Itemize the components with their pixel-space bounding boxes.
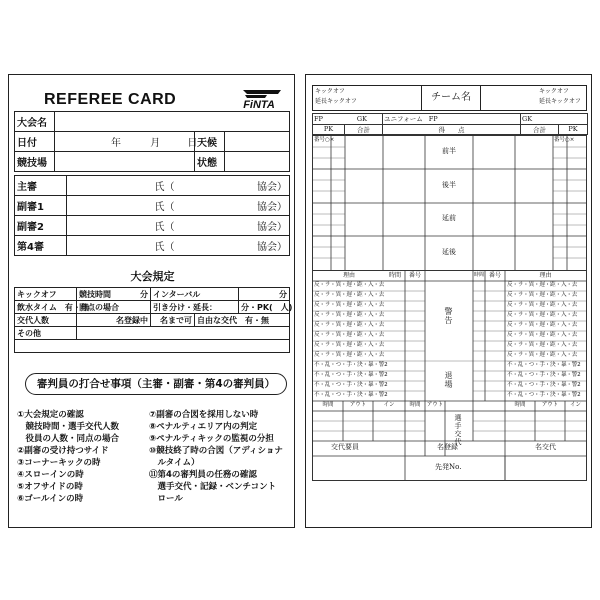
sendoff-code: 不・乱・つ・手・決・暴・警2 bbox=[507, 392, 581, 398]
sub-out-l2: アウト bbox=[426, 402, 444, 408]
up-to-field[interactable]: 名まで可 bbox=[151, 314, 195, 327]
meeting-item: ⑩競技終了時の合図（アディショナ bbox=[149, 446, 283, 456]
match-info-table bbox=[14, 111, 290, 172]
caution-code: 反・ラ・異・遅・距・入・去 bbox=[314, 282, 385, 288]
condition-label: 状態 bbox=[195, 152, 225, 172]
reason-header-right: 理由 bbox=[539, 272, 552, 279]
weather-label: 天候 bbox=[195, 132, 225, 152]
condition-field[interactable] bbox=[225, 152, 290, 172]
match-time-cell[interactable] bbox=[77, 288, 151, 301]
other-label: その他 bbox=[15, 327, 77, 340]
date-label: 日付 bbox=[15, 132, 55, 152]
team-header bbox=[312, 85, 587, 111]
sendoff-code: 不・乱・つ・手・決・暴・警2 bbox=[314, 362, 388, 368]
meeting-item: ①大会規定の確認 bbox=[17, 410, 84, 420]
fp-label-left: FP bbox=[314, 114, 323, 123]
starting-no-label: 先発No. bbox=[435, 463, 462, 471]
caution-code: 反・ラ・異・遅・距・入・去 bbox=[314, 352, 385, 358]
registered-label: 名登録 bbox=[437, 443, 458, 451]
sendoff-label: 退場 bbox=[444, 371, 453, 389]
discipline-section bbox=[312, 271, 587, 481]
sub-out-r1: アウト bbox=[541, 402, 559, 408]
ar2-name-field[interactable] bbox=[67, 216, 177, 236]
free-subs-field[interactable]: 自由な交代 有・無 bbox=[195, 314, 290, 327]
subs-count-label: 交代人数 bbox=[15, 314, 77, 327]
number-header-right: 番号 bbox=[488, 272, 501, 279]
meeting-item: ③コーナーキックの時 bbox=[17, 458, 101, 468]
score-table bbox=[312, 113, 588, 135]
venue-label: 競技場 bbox=[15, 152, 55, 172]
meeting-item: ロール bbox=[149, 494, 183, 504]
meeting-item: ⑨ペナルティキックの監視の分担 bbox=[149, 434, 274, 444]
venue-field[interactable] bbox=[55, 152, 195, 172]
sub-in-r1: イン bbox=[569, 402, 581, 408]
caution-code: 反・ラ・異・遅・距・入・去 bbox=[314, 302, 385, 308]
referee-assoc-field[interactable] bbox=[177, 176, 290, 196]
finta-logo bbox=[231, 88, 287, 110]
number-marks-left: 番号○× bbox=[314, 137, 335, 143]
name-suffix: 氏（ bbox=[154, 242, 175, 253]
sendoff-code: 不・乱・つ・手・決・暴・警2 bbox=[314, 372, 388, 378]
rules-table bbox=[14, 287, 293, 353]
referee-name-field[interactable] bbox=[67, 176, 177, 196]
meeting-item: 役員の人数・同点の場合 bbox=[17, 434, 120, 444]
sendoff-code: 不・乱・つ・手・決・暴・警2 bbox=[314, 382, 388, 388]
pk-label-left: PK bbox=[313, 124, 345, 135]
caution-code: 反・ラ・異・遅・距・入・去 bbox=[314, 292, 385, 298]
exchange-label: 名交代 bbox=[535, 443, 556, 451]
meeting-item: 選手交代・記録・ベンチコント bbox=[149, 482, 277, 492]
day-label: 日 bbox=[187, 138, 198, 149]
ext-kickoff-right: 延長キックオフ bbox=[539, 98, 581, 105]
other-field[interactable] bbox=[77, 327, 290, 340]
kickoff-label: キックオフ bbox=[15, 288, 77, 301]
match-time-label: 競技時間 bbox=[79, 289, 111, 299]
score-label: 得 点 bbox=[383, 124, 521, 135]
referee-card-back bbox=[305, 74, 592, 528]
meeting-item: ⑪第4の審判員の任務の確認 bbox=[149, 470, 257, 480]
officials-table bbox=[14, 175, 290, 256]
meeting-item: ルタイム） bbox=[149, 458, 200, 468]
uniform-label: ユニフォーム bbox=[384, 115, 423, 124]
kickoff-left: キックオフ bbox=[315, 88, 345, 95]
total-label-left: 合計 bbox=[345, 124, 383, 135]
svg-text:FiNTA: FiNTA bbox=[243, 99, 275, 111]
caution-code: 反・ラ・異・遅・距・入・去 bbox=[314, 332, 385, 338]
meeting-item: 競技時間・選手交代人数 bbox=[17, 422, 120, 432]
sendoff-code: 不・乱・つ・手・決・暴・警2 bbox=[507, 382, 581, 388]
registered-field[interactable]: 名登録中 bbox=[77, 314, 151, 327]
caution-code: 反・ラ・異・遅・距・入・去 bbox=[507, 312, 578, 318]
sub-time-r1: 時間 bbox=[514, 402, 526, 408]
meeting-item: ⑧ペナルティエリア内の判定 bbox=[149, 422, 258, 432]
assoc-suffix: 協会） bbox=[257, 202, 287, 213]
subs-label: 選手交代 bbox=[454, 414, 462, 446]
other-field-extra[interactable] bbox=[15, 340, 290, 353]
caution-label: 警告 bbox=[444, 307, 453, 325]
name-suffix: 氏（ bbox=[154, 182, 175, 193]
period-et-first: 延前 bbox=[442, 214, 456, 222]
tournament-field[interactable] bbox=[55, 112, 290, 132]
ar1-name-field[interactable] bbox=[67, 196, 177, 216]
ext-kickoff-left: 延長キックオフ bbox=[315, 98, 357, 105]
number-header-left: 番号 bbox=[408, 272, 421, 279]
caution-code: 反・ラ・異・遅・距・入・去 bbox=[507, 302, 578, 308]
gk-label-right: GK bbox=[522, 114, 533, 123]
interval-field[interactable] bbox=[239, 288, 290, 301]
caution-code: 反・ラ・異・遅・距・入・去 bbox=[507, 322, 578, 328]
minutes-label: 分 bbox=[140, 289, 148, 299]
sendoff-code: 不・乱・つ・手・決・暴・警2 bbox=[507, 362, 581, 368]
assoc-suffix: 協会） bbox=[257, 222, 287, 233]
weather-field[interactable] bbox=[225, 132, 290, 152]
name-suffix: 氏（ bbox=[154, 222, 175, 233]
month-label: 月 bbox=[150, 138, 161, 149]
name-suffix: 氏（ bbox=[154, 202, 175, 213]
ar1-assoc-field[interactable] bbox=[177, 196, 290, 216]
kickoff-right: キックオフ bbox=[539, 88, 569, 95]
official-staff-label: 交代要員 bbox=[331, 443, 359, 451]
sub-out-l1: アウト bbox=[349, 402, 367, 408]
sub-in-l1: イン bbox=[383, 402, 395, 408]
drink-time-field[interactable]: 飲水タイム 有・無 bbox=[15, 301, 77, 314]
team-name-label: チーム名 bbox=[421, 86, 481, 110]
sendoff-code: 不・乱・つ・手・決・暴・警2 bbox=[314, 392, 388, 398]
fourth-name-field[interactable] bbox=[67, 236, 177, 256]
caution-code: 反・ラ・異・遅・距・入・去 bbox=[507, 352, 578, 358]
year-label: 年 bbox=[111, 138, 121, 149]
assoc-suffix: 協会） bbox=[257, 182, 287, 193]
number-marks-right: 番号○× bbox=[554, 137, 575, 143]
fourth-label: 第4審 bbox=[15, 236, 67, 256]
fourth-assoc-field[interactable] bbox=[177, 236, 290, 256]
sub-time-l1: 時間 bbox=[322, 402, 334, 408]
meeting-item: ⑤オフサイドの時 bbox=[17, 482, 83, 492]
reason-header-left: 理由 bbox=[342, 272, 355, 279]
et-pk-field[interactable]: 分・PK( 人) bbox=[239, 301, 290, 314]
ar2-label: 副審2 bbox=[15, 216, 67, 236]
date-field[interactable] bbox=[55, 132, 198, 152]
time-header-left: 時間 bbox=[388, 272, 401, 279]
sub-time-l2: 時間 bbox=[409, 402, 421, 408]
period-second-half: 後半 bbox=[442, 181, 456, 189]
ar1-label: 副審1 bbox=[15, 196, 67, 216]
caution-code: 反・ラ・異・遅・距・入・去 bbox=[314, 312, 385, 318]
meeting-heading: 審判員の打合せ事項（主審・副審・第4の審判員） bbox=[25, 373, 287, 395]
pk-label-right: PK bbox=[559, 124, 588, 135]
meeting-item: ⑦副審の合図を採用しない時 bbox=[149, 410, 259, 420]
referee-card-front bbox=[8, 74, 295, 528]
caution-code: 反・ラ・異・遅・距・入・去 bbox=[314, 342, 385, 348]
caution-code: 反・ラ・異・遅・距・入・去 bbox=[507, 332, 578, 338]
assoc-suffix: 協会） bbox=[257, 242, 287, 253]
minutes-label-2: 分 bbox=[279, 289, 287, 299]
ar2-assoc-field[interactable] bbox=[177, 216, 290, 236]
referee-label: 主審 bbox=[15, 176, 67, 196]
meeting-item: ⑥ゴールインの時 bbox=[17, 494, 84, 504]
caution-code: 反・ラ・異・遅・距・入・去 bbox=[314, 322, 385, 328]
score-grid bbox=[312, 135, 587, 271]
sendoff-code: 不・乱・つ・手・決・暴・警2 bbox=[507, 372, 581, 378]
total-label-right: 合計 bbox=[521, 124, 559, 135]
gk-label-left: GK bbox=[356, 114, 367, 123]
period-et-second: 延後 bbox=[442, 248, 456, 256]
time-header-right: 時間 bbox=[473, 272, 484, 278]
interval-label: インターバル bbox=[151, 288, 239, 301]
caution-code: 反・ラ・異・遅・距・入・去 bbox=[507, 282, 578, 288]
draw-extra-label: 引き分け・延長： bbox=[151, 301, 239, 314]
meeting-item: ②副審の受け持つサイド bbox=[17, 446, 109, 456]
caution-code: 反・ラ・異・遅・距・入・去 bbox=[507, 342, 578, 348]
fp-label-right: FP bbox=[428, 115, 438, 124]
period-first-half: 前半 bbox=[442, 147, 456, 155]
rules-heading: 大会規定 bbox=[130, 270, 175, 283]
card-title: REFEREE CARD bbox=[44, 91, 177, 108]
meeting-item: ④スローインの時 bbox=[17, 470, 84, 480]
tie-case-label: 同点の場合 bbox=[77, 301, 151, 314]
caution-code: 反・ラ・異・遅・距・入・去 bbox=[507, 292, 578, 298]
tournament-label: 大会名 bbox=[15, 112, 55, 132]
